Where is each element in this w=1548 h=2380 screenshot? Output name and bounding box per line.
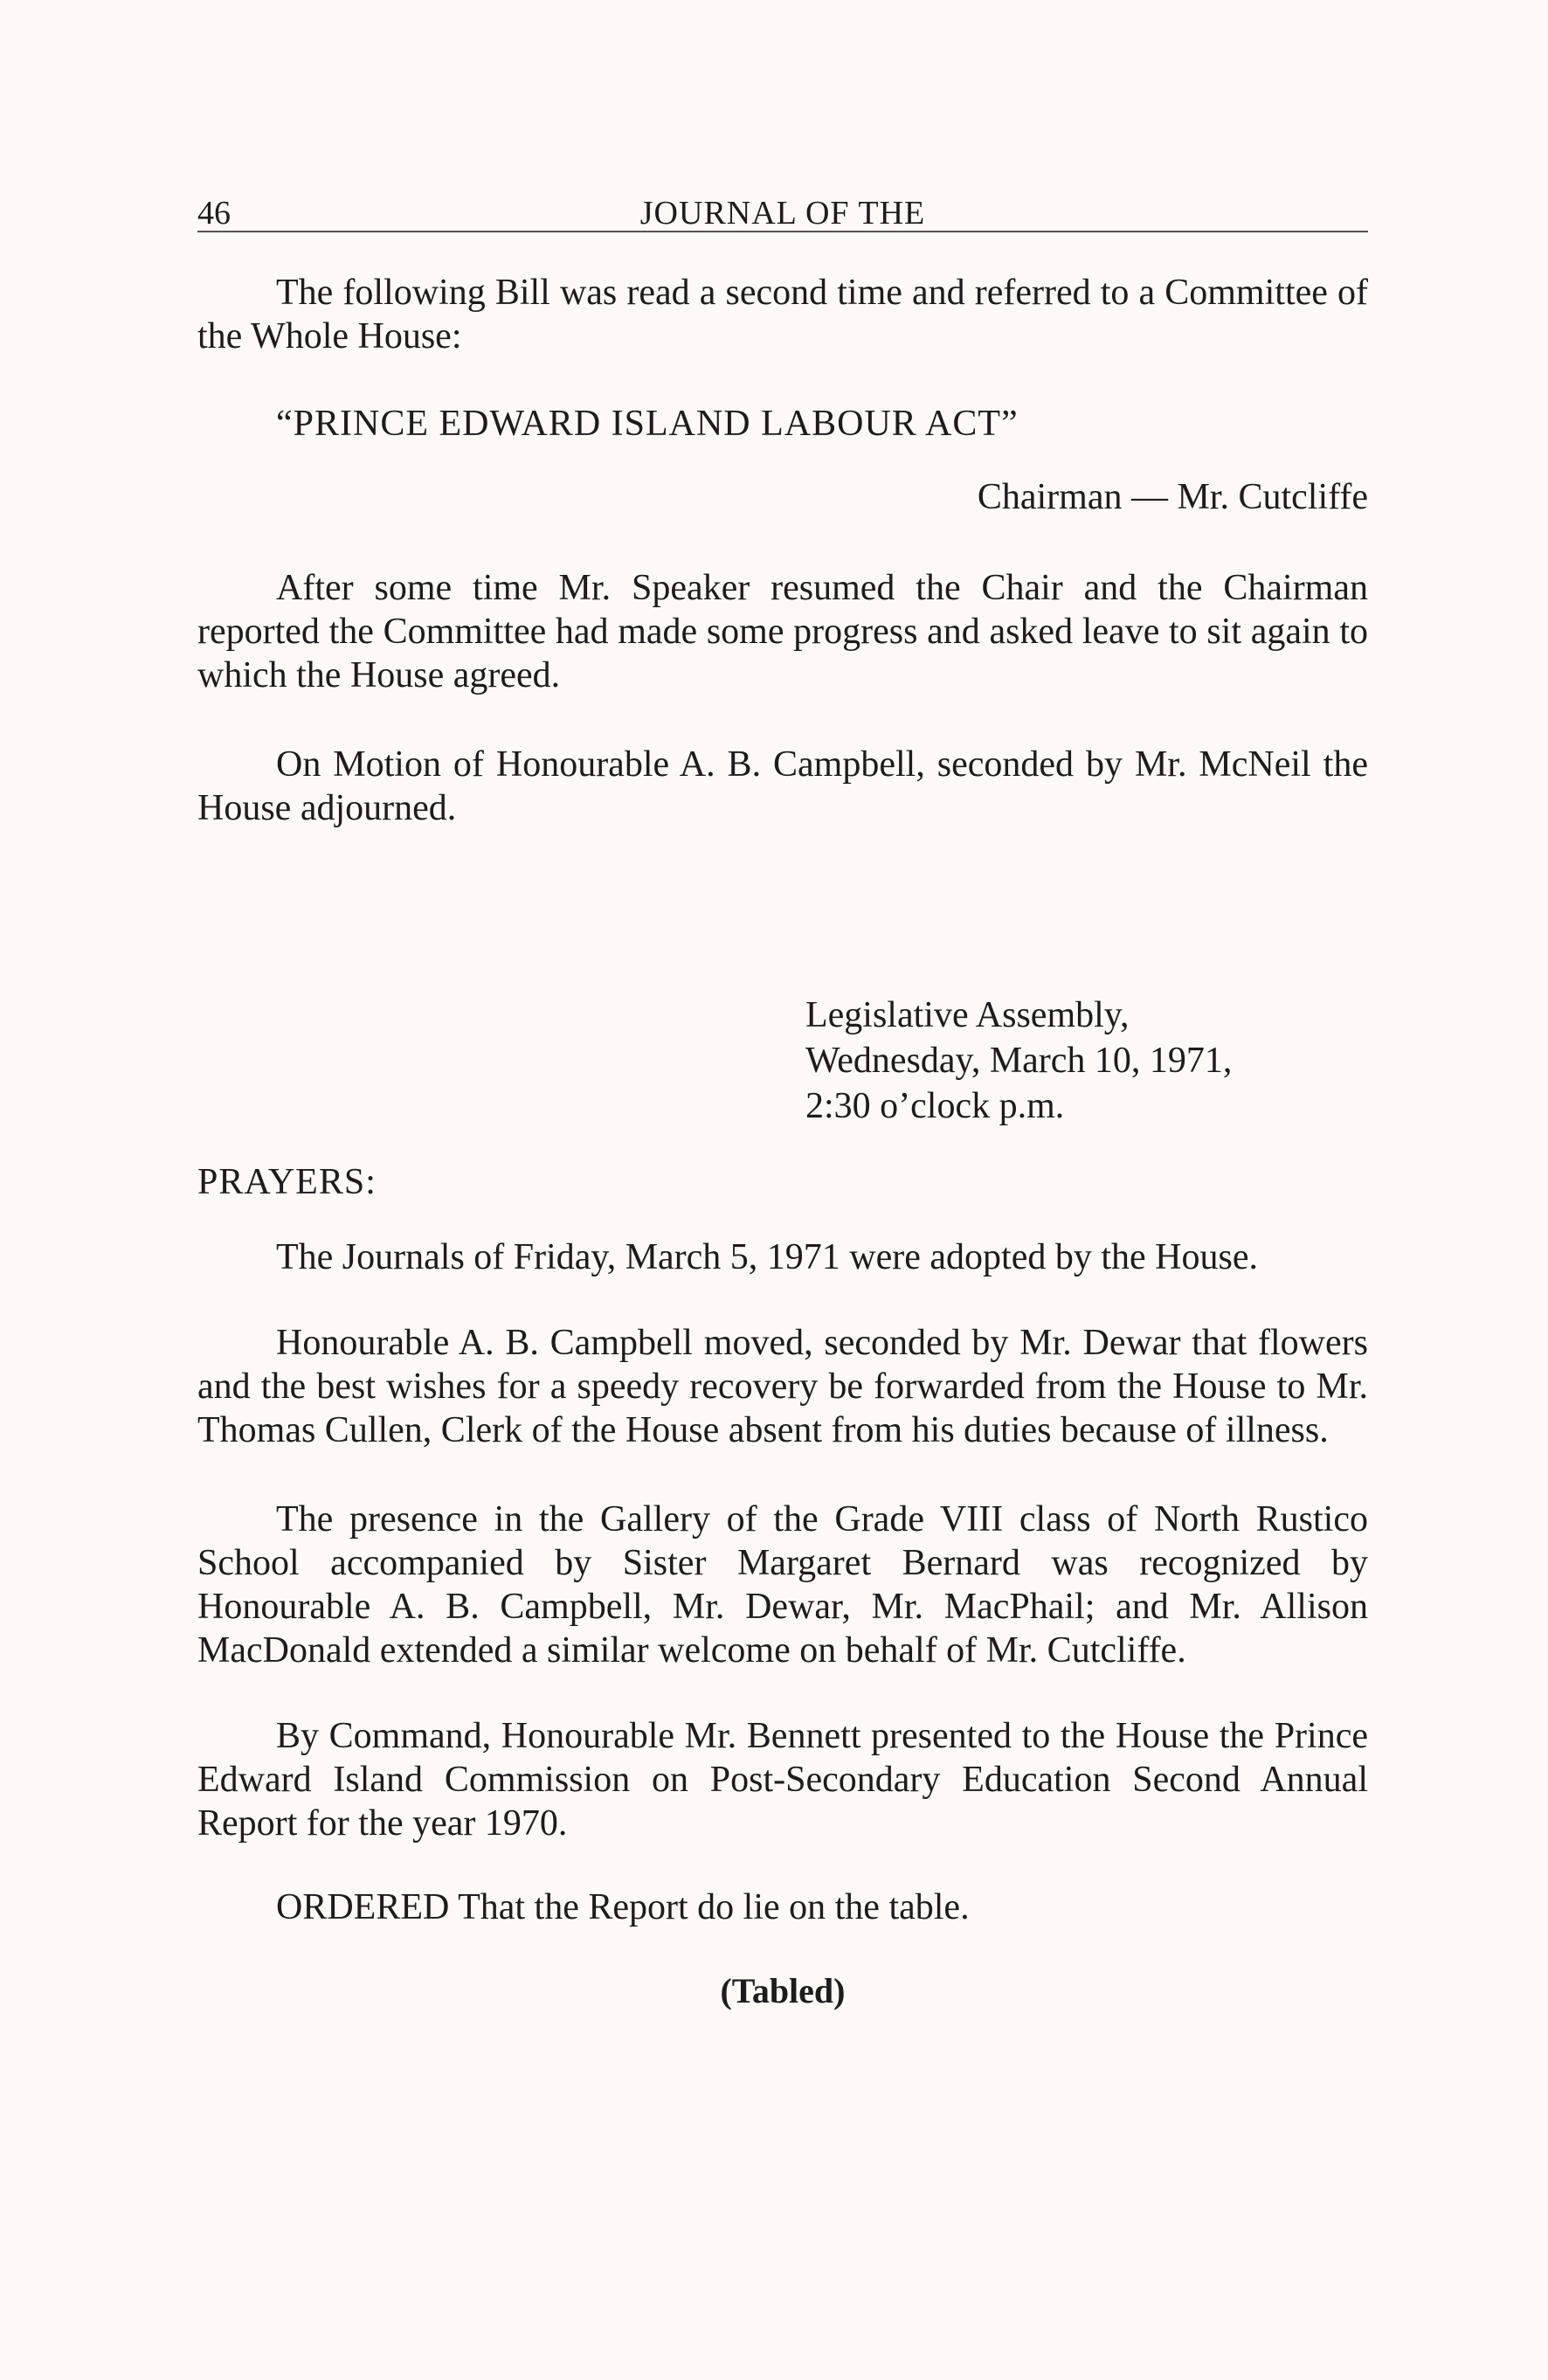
ordered-line: ORDERED That the Report do lie on the table. [276,1887,970,1927]
bill-title: “PRINCE EDWARD ISLAND LABOUR ACT” [276,404,1019,444]
paragraph-flowers: Honourable A. B. Campbell moved, seconded by Mr. Dewar that flowers and the best wishes for a speedy recovery be forwarded from the House to Mr. Thomas Cullen, Clerk of the House absent from his duties because of illness. [197,1323,1368,1450]
sitting-assembly: Legislative Assembly, [805,995,1130,1035]
prayers-heading: PRAYERS: [197,1162,377,1202]
sitting-heading [805,993,1368,1129]
paragraph-adjourned: On Motion of Honourable A. B. Campbell, seconded by Mr. McNeil the House adjourned. [197,744,1368,828]
paragraph-journals: The Journals of Friday, March 5, 1971 were adopted by the House. [276,1237,1258,1277]
paragraph-gallery: The presence in the Gallery of the Grade VIII class of North Rustico School accompanied by Sister Margaret Bernard was recognized by Honourable A. B. Campbell, Mr. Dewar, Mr. MacPhail; and Mr. Allison MacDonald extended a similar welcome on behalf of Mr. Cutcliffe. [197,1499,1368,1671]
chairman-line: Chairman — Mr. Cutcliffe [977,477,1368,517]
paragraph-bill-read: The following Bill was read a second time and referred to a Committee of the Whole House: [197,273,1368,356]
sitting-time: 2:30 o’clock p.m. [805,1086,1065,1126]
sitting-date: Wednesday, March 10, 1971, [805,1041,1233,1081]
journal-page [197,175,1368,2013]
paragraph-speaker-resumed: After some time Mr. Speaker resumed the Chair and the Chairman reported the Committee had made some progress and asked leave to sit again to which the House agreed. [197,568,1368,695]
running-head: JOURNAL OF THE [639,195,926,232]
page-header [197,175,1368,232]
tabled-note: (Tabled) [720,1971,846,2010]
page-number: 46 [197,195,231,232]
paragraph-command: By Command, Honourable Mr. Bennett presented to the House the Prince Edward Island Commission on Post-Secondary Education Second Annual Report for the year 1970. [197,1716,1368,1844]
